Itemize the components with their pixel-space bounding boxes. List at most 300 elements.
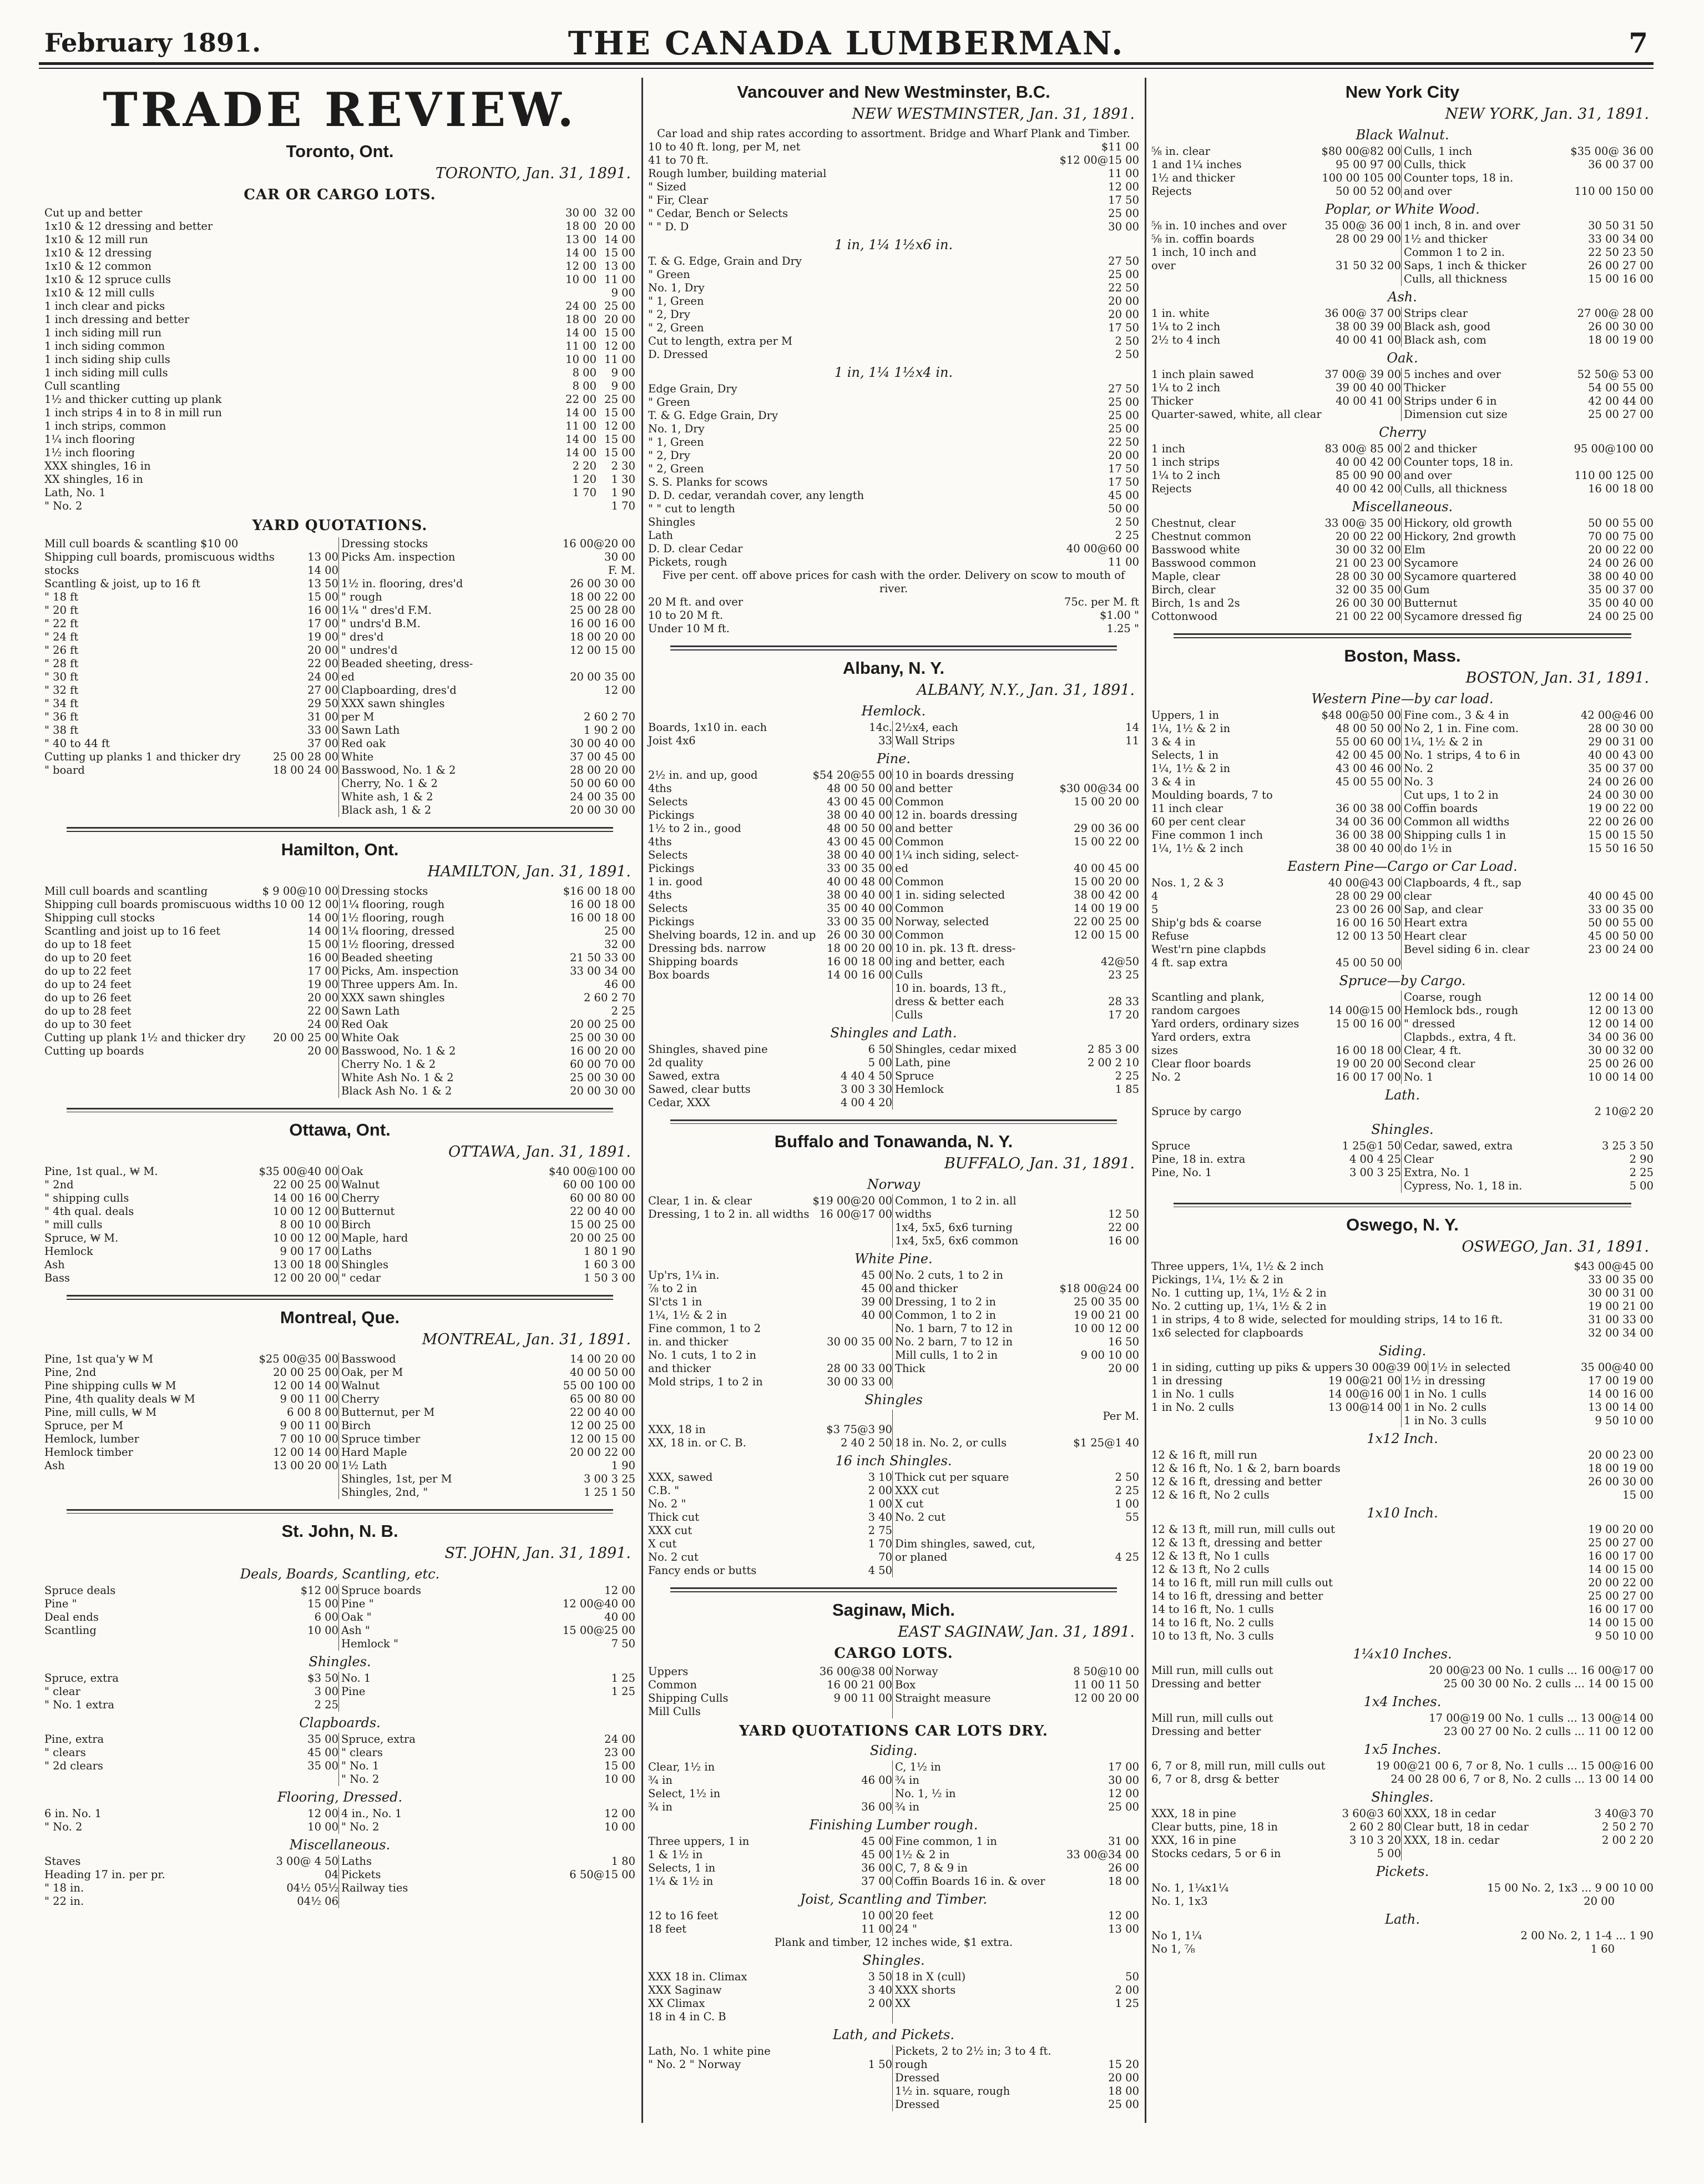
price-row-pair [648,1705,1139,1718]
price-category: Poplar, or White Wood. [1325,201,1480,217]
item-name: Clapboarding, dres'd [341,684,457,697]
item-price: 14 00 [307,924,338,937]
price-row-pair [648,889,1139,902]
item-name: Clapbds., extra, 4 ft. [1404,1030,1516,1043]
price-right [892,929,1139,942]
price-right [338,1031,635,1045]
price-row-pair [1151,943,1654,956]
item-price [860,2071,892,2085]
price-row-pair [648,1774,1139,1787]
price-right [338,938,635,951]
item-price [860,1234,892,1248]
item-name: No. 3 [1404,775,1434,788]
price-right [892,1375,1139,1389]
item-name: No. 2 cutting up, 1¼, 1½ & 2 in [1151,1300,1327,1313]
price-row-pair [44,1807,635,1820]
trade-review-title: TRADE REVIEW. [103,82,577,137]
price-right [338,1353,635,1366]
price-left [1151,1388,1401,1401]
price-row-pair [648,721,1139,734]
price-row [1151,1725,1654,1738]
item-name: Oak, per M [341,1365,403,1379]
price-left [1151,1179,1401,1193]
item-price: $16 00 18 00 [563,884,635,897]
price-right [338,1272,635,1285]
price-right [892,1410,1139,1423]
price-right [892,1511,1139,1524]
column-right [1151,78,1654,2151]
price-row-pair [1151,802,1654,815]
item-name [1151,1179,1367,1193]
item-name: ¾ in [895,1773,919,1787]
price-right [892,2098,1139,2111]
item-name: 1¼ flooring, rough [341,897,445,911]
item-name: Hemlock " [341,1637,398,1650]
price-row [44,313,635,326]
price-row-pair [648,1497,1139,1511]
item-name [895,1410,1101,1423]
item-name: Clear butt, 18 in cedar [1404,1820,1529,1833]
price-right [338,1672,635,1685]
price-right [892,1848,1139,1862]
price-row-pair [44,1698,635,1712]
price-right [1401,543,1654,557]
price-row [648,516,1139,529]
price-row [648,180,1139,194]
item-price: 15 50 16 50 [1588,841,1654,855]
price-low: 14 00 [565,446,596,459]
item-price: 10 00 [307,1820,338,1833]
item-name [341,1895,601,1908]
item-price [1107,1705,1139,1718]
item-name: D. Dressed [648,348,708,361]
item-name: XX, 18 in. or C. B. [648,1436,746,1449]
price-row-pair [648,1848,1139,1862]
price-row [44,340,635,353]
item-name [895,1423,1105,1436]
price-subheading: YARD QUOTATIONS CAR LOTS DRY. [739,1722,1048,1739]
item-price: 23 00 [604,1746,635,1759]
item-price: 2 25 [611,1004,635,1017]
price-right [892,1537,1139,1551]
item-price: 2 60 2 80 [1349,1820,1401,1833]
item-name [648,1008,858,1022]
price-high: No. 2, 1 1-4 ... 1 90 [1548,1929,1654,1942]
price-right [892,1234,1139,1248]
item-price [860,982,892,995]
item-price [1369,273,1401,286]
header-rule-thin [39,68,1654,69]
item-name: Basswood white [1151,543,1240,556]
price-row-pair [1151,1414,1654,1428]
section-rule-thin [67,1513,613,1514]
item-name: " 38 ft [44,724,79,737]
item-name: D. D. clear Cedar [648,542,743,555]
price-right [892,1665,1139,1678]
price-row-pair [44,1393,635,1406]
price-right [1401,735,1654,749]
item-price [306,1486,338,1499]
price-row-pair [44,1773,635,1786]
price-right [892,822,1139,835]
item-name: Straight measure [895,1691,991,1704]
price-row [648,348,1139,361]
item-name: Shingles, 2nd, " [341,1485,428,1499]
item-name: 10 in boards dressing [895,768,1014,781]
section-rule-thin [670,1591,1117,1592]
price-high: No. 1 culls ... 16 00@17 00 [1505,1664,1654,1677]
section-rule-thin [67,1112,613,1113]
item-name: " 2d clears [44,1759,103,1772]
item-name: " Green [648,396,690,408]
item-price [1621,172,1654,185]
item-name: Moulding boards, 7 to [1151,788,1273,801]
item-price: 40 00 41 00 [1336,395,1401,407]
item-price: $ 9 00@10 00 [262,884,338,897]
price-row [44,366,635,380]
item-price: 28 33 [1108,995,1139,1008]
price-right [892,721,1139,734]
item-price: 40 00 45 00 [1074,861,1139,875]
item-name: 2½ to 4 inch [1151,334,1221,346]
item-name: " clears [341,1746,383,1759]
price-right [338,697,635,710]
price-left [1151,395,1401,408]
price-left [1151,517,1401,530]
price-high: 32 00 34 00 [1588,1326,1654,1339]
price-row-pair [648,734,1139,748]
price-right [892,1835,1139,1848]
item-name: 1½ and thicker cutting up plank [44,393,222,406]
price-row-pair [1151,1374,1654,1388]
price-left [648,1436,892,1450]
item-name: No 2, 1 in. Fine com. [1404,722,1519,735]
item-name: 1 in. good [648,875,703,888]
item-name: 18 in 4 in C. B [648,2010,726,2023]
price-category: Pickets. [1376,1864,1429,1879]
item-price: 32 00 [604,937,635,951]
item-price [306,804,338,817]
price-left [44,1855,338,1868]
item-price [860,2010,892,2024]
item-name: Oak " [341,1611,372,1623]
item-name: Staves [44,1855,81,1868]
item-price: 23 25 [1108,968,1139,981]
price-row [44,473,635,486]
item-name [895,1524,1105,1537]
item-price: 21 00 22 00 [1336,610,1401,623]
item-name: " No. 2 [341,1820,380,1833]
price-right [338,1624,635,1637]
item-name: ed [341,670,355,683]
item-name: Hard Maple [341,1445,407,1459]
item-name: Dressing stocks [341,884,428,897]
price-left [44,898,339,911]
price-high: 14 00 [604,233,635,246]
price-row [648,167,1139,180]
price-right [338,1379,635,1393]
price-row [44,233,635,246]
item-price: 3 00 [314,1685,338,1698]
item-price: 17 20 [1108,1008,1139,1021]
item-name: 2d quality [648,1056,704,1069]
item-price: 18 00 20 00 [570,631,635,643]
item-price: 36 00 [861,1800,892,1813]
item-name: Dressed [895,2097,940,2111]
item-name: " 40 to 44 ft [44,737,110,750]
item-price: 18 00 [1108,1874,1139,1888]
price-right [892,1705,1139,1718]
item-name: XXX 18 in. Climax [648,1970,747,1983]
item-name: No. 1 strips, 4 to 6 in [1404,748,1520,761]
item-price: 18 00 22 00 [570,591,635,603]
item-name: Birch, clear [1151,583,1216,596]
price-right [892,1436,1139,1450]
price-left [648,875,892,889]
item-name: No. 1, 1x3 [1151,1895,1208,1908]
price-high: 9 00 [611,286,635,299]
item-price: 3 40 [868,1511,892,1524]
item-price: 19 00 [307,977,338,991]
item-price: 16 00 20 00 [570,1044,635,1057]
item-name: 1x4, 5x5, 6x6 turning [895,1221,1013,1234]
item-price: 38 00 42 00 [1074,888,1139,901]
price-row-pair [648,1692,1139,1705]
price-high: $43 00@45 00 [1574,1260,1654,1273]
item-name: " 2, Green [648,462,704,475]
item-name: 10 in. boards, 13 ft., [895,981,1007,995]
price-row-pair [1151,930,1654,943]
item-price [1107,1194,1139,1208]
price-right [338,1419,635,1433]
price-left [1151,762,1401,775]
price-high: 15 00 [604,433,635,446]
price-right [892,1008,1139,1022]
item-name: Cottonwood [1151,610,1218,623]
item-name: Birch, 1s and 2s [1151,597,1240,609]
market-city-title: Albany, N. Y. [842,658,945,678]
item-name: Shingles [341,1258,388,1271]
price-low: 15 00 [1487,1882,1519,1894]
item-price: 11 [1125,734,1139,747]
item-name: Picks, Am. inspection [341,964,459,977]
price-left [44,1031,338,1045]
item-price: 6 00 8 00 [286,1405,338,1419]
item-name: 1 in No. 3 culls [1404,1414,1487,1427]
item-name: Selects [648,848,688,861]
price-high: 25 00 27 00 [1588,1590,1654,1602]
price-row-pair [44,537,635,551]
price-right [892,889,1139,902]
item-price: 46 00 [604,977,635,991]
item-price: 36 00 38 00 [1336,801,1401,815]
item-name: Thick cut per square [895,1471,1009,1484]
price-row-pair [1151,789,1654,802]
item-name: Sawed, clear butts [648,1082,751,1096]
item-price: 9 00 10 00 [1080,1349,1139,1361]
item-price: 10 00 [307,1624,338,1637]
price-right [338,764,635,777]
price-left [44,1205,338,1218]
item-price: 42 00@46 00 [1580,708,1654,722]
item-name: No. 2 cut [648,1551,699,1563]
item-name: " 2, Green [648,321,704,334]
item-price: 36 00@38 00 [819,1665,892,1678]
price-right [338,1406,635,1419]
price-left [44,1058,338,1071]
item-name: Common all widths [1404,815,1510,828]
price-row-pair [44,1218,635,1232]
price-right [1401,1166,1654,1179]
item-name: " No. 2 [44,1820,83,1833]
item-name: XXX Saginaw [648,1983,722,1996]
price-left [648,1848,892,1862]
item-name: 12 & 13 ft, No 2 culls [1151,1563,1270,1576]
item-name: 1¼, 1½ & 2 in [1404,735,1483,748]
item-name: Clear, 1½ in [648,1760,715,1773]
item-price: 8 00 10 00 [280,1218,338,1231]
item-price: 15 00 20 00 [1074,875,1139,888]
price-left [44,777,338,790]
item-name: " shipping culls [44,1192,129,1204]
item-name: 1 inch clear and picks [44,300,165,312]
item-price: 10 00 12 00 [273,1205,338,1218]
price-category: Siding. [1378,1343,1427,1359]
item-price [860,2098,892,2111]
price-left [44,790,338,804]
item-name: Fine common 1 inch [1151,828,1263,841]
market-section [648,1119,1139,1578]
price-high: 50 00 [1108,502,1139,515]
price-left [648,1923,892,1936]
item-name [648,1221,858,1234]
item-name: Rejects [1151,482,1192,495]
item-name: Lath, No. 1 white pine [648,2044,771,2057]
price-left [1151,273,1401,286]
price-right [892,1875,1139,1888]
item-name: Clapboards, 4 ft., sap [1404,876,1521,889]
price-row-pair [1151,233,1654,246]
price-right [1401,956,1654,970]
item-price: 40 00 [861,1309,892,1322]
price-left [44,1379,338,1393]
item-name: Rejects [1151,185,1192,198]
price-row-pair [648,1070,1139,1083]
item-name: 1¼, 1½ & 2 in [1151,761,1231,775]
price-right [1401,442,1654,456]
item-price: 42 00 44 00 [1588,395,1654,407]
item-name: do up to 28 feet [44,1004,132,1017]
market-section [44,1108,635,1285]
item-price: 24 00 30 00 [1588,788,1654,801]
item-price: 16 00 18 00 [570,911,635,924]
price-row [44,220,635,233]
price-high: $11 00 [1101,140,1139,153]
item-name: 1 in dressing [1151,1374,1223,1387]
item-name: Box boards [648,968,710,981]
item-name: Ash [44,1459,65,1472]
price-row-pair [1151,172,1654,185]
price-left [648,1787,892,1800]
item-name: White ash, 1 & 2 [341,790,433,803]
item-name: Spruce by cargo [1151,1104,1242,1118]
market-city-title: Hamilton, Ont. [281,839,399,859]
price-left [648,1083,892,1096]
item-price: 30 00 [1108,1773,1139,1787]
price-high: 2 50 [1115,516,1139,528]
item-name: Beaded sheeting, dress- [341,657,473,670]
column-middle [648,78,1139,2151]
item-name: XXX, 16 in pine [1151,1834,1236,1847]
price-right [1401,943,1654,956]
item-price: 9 50 10 00 [1595,1414,1654,1427]
item-price: 23 00 24 00 [1588,942,1654,956]
item-price: 33 00 35 00 [827,861,892,875]
price-row-pair [44,965,635,978]
price-left [44,1178,338,1192]
item-name: 1½ in dressing [1404,1374,1486,1387]
price-row [1151,1523,1654,1536]
item-name: ¾ in [895,1800,919,1813]
item-price: $80 00@82 00 [1321,145,1401,158]
item-price: 4 25 [1115,1551,1139,1563]
market-city-title: Oswego, N. Y. [1346,1215,1459,1234]
market-city-title: Buffalo and Tonawanda, N. Y. [774,1132,1013,1151]
price-category: 1 in, 1¼ 1½x4 in. [834,365,953,380]
price-row-pair [648,995,1139,1008]
item-price [603,1895,635,1908]
item-price: 46 00 [861,1773,892,1787]
price-high: 19 00 21 00 [1588,1300,1654,1313]
price-row [648,529,1139,542]
item-name: Three uppers, 1 in [648,1834,750,1848]
item-name: 12 & 16 ft, No. 1 & 2, barn boards [1151,1462,1341,1475]
price-left [44,1218,338,1232]
price-right [892,2071,1139,2085]
price-row [44,500,635,513]
price-category: Flooring, Dressed. [277,1789,403,1805]
price-row-pair [44,1433,635,1446]
item-name: Hickory, 2nd growth [1404,530,1516,543]
price-right [338,1085,635,1098]
price-row-pair [648,1484,1139,1497]
masthead-title: THE CANADA LUMBERMAN. [568,24,1125,62]
price-left [648,734,892,748]
item-price [860,2085,892,2098]
item-name: Spruce, ₩ M. [44,1232,119,1244]
price-right [1401,1834,1654,1847]
item-name: Norway, selected [895,915,989,928]
price-row [1151,1677,1654,1691]
price-row-pair [44,1868,635,1882]
price-right [1401,1401,1654,1414]
item-name: Uppers [648,1665,689,1678]
price-left [1151,1031,1401,1044]
item-name: 1 inch siding mill run [44,326,162,339]
section-rule [670,1119,1117,1121]
item-price: 24 00 [307,670,338,683]
item-name: No. 2 [1404,761,1434,775]
item-name: 14 to 16 ft, mill run mill culls out [1151,1576,1333,1589]
price-left [44,938,338,951]
price-left [1151,570,1401,583]
item-name: Three uppers, 1¼, 1½ & 2 inch [1151,1260,1324,1273]
price-right [1401,334,1654,347]
item-name: Under 10 M ft. [648,622,730,635]
item-price: 25 00 30 00 [570,1031,635,1044]
item-price: 15 00 [604,1759,635,1772]
price-left [648,889,892,902]
